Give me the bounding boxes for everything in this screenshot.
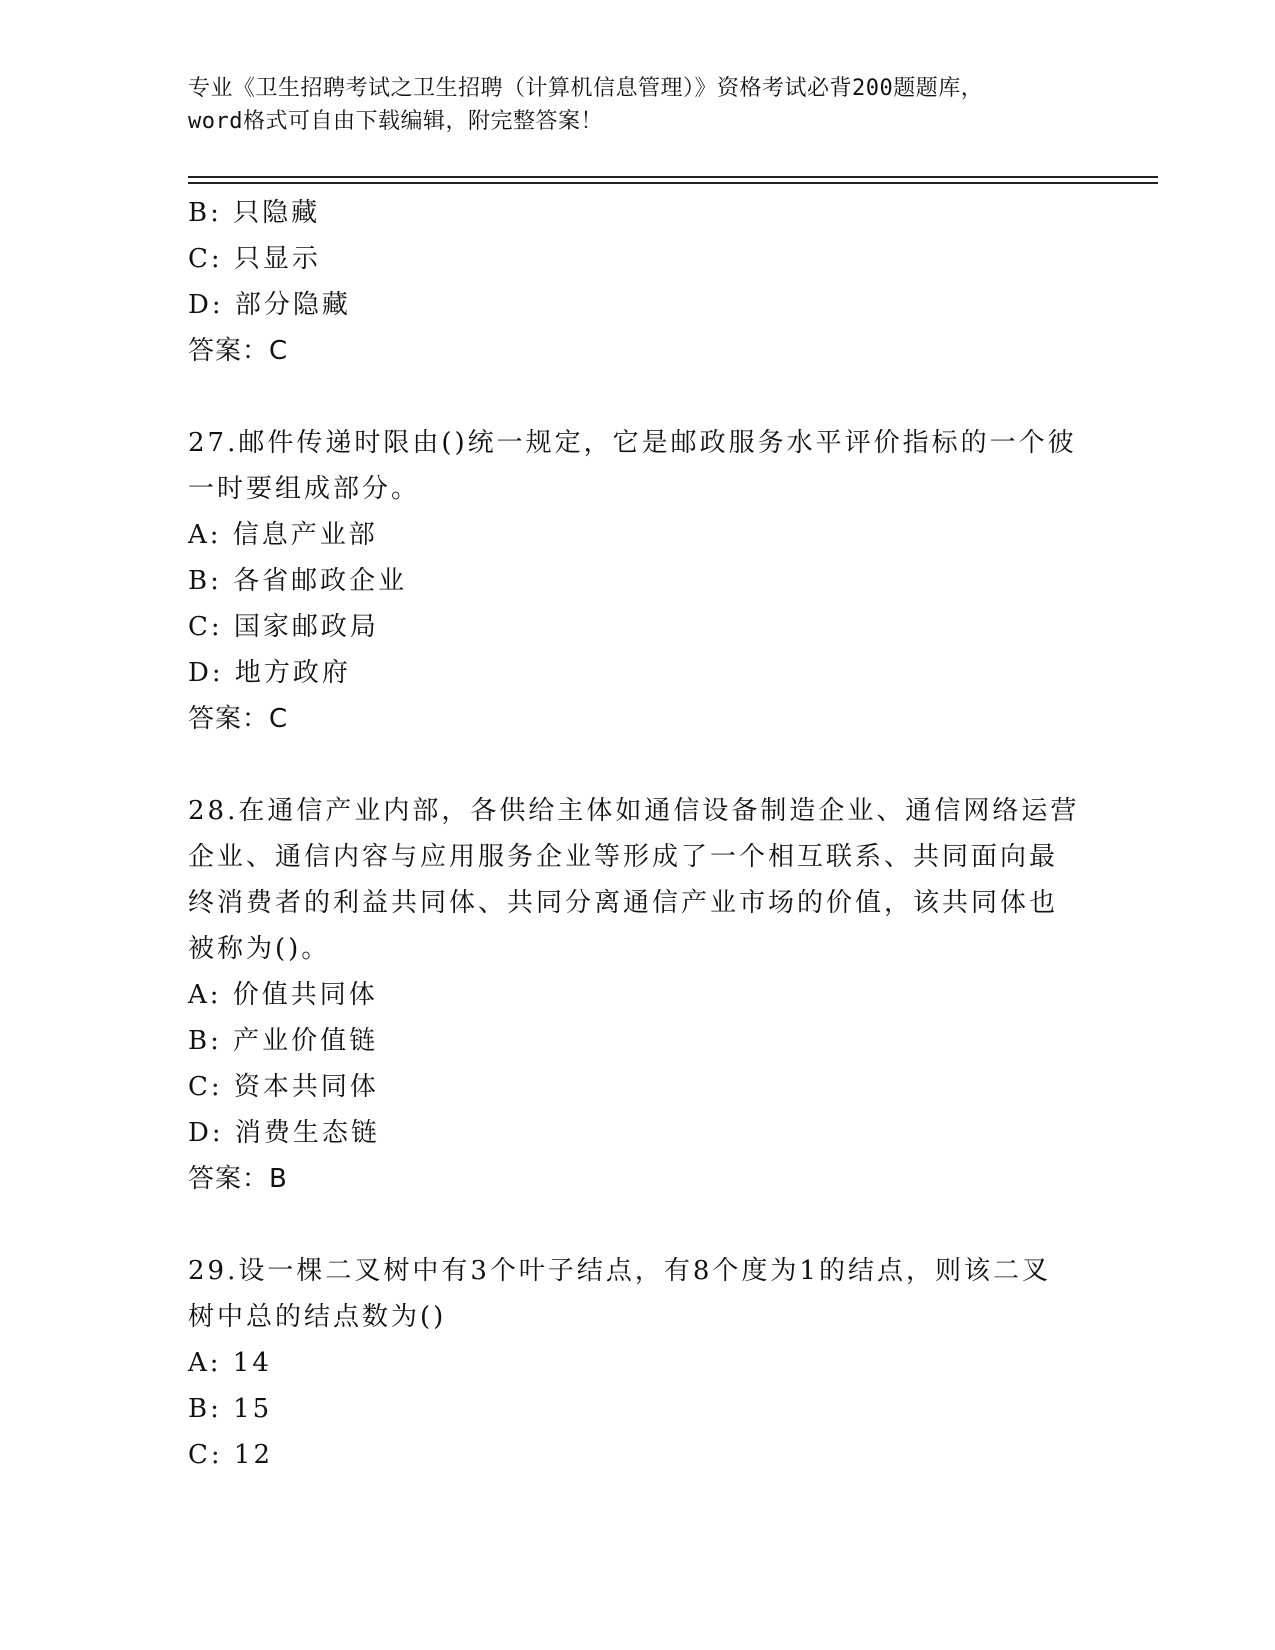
spacer [188, 374, 1088, 420]
question-29 [188, 1248, 1088, 1478]
option-b: B: 只隐藏 [188, 198, 321, 228]
question-text-line: 29.设一棵二叉树中有3个叶子结点，有8个度为1的结点，则该二叉 [188, 1256, 1051, 1286]
header-divider-top [188, 176, 1158, 178]
question-28 [188, 788, 1088, 1202]
answer-line: 答案：C [188, 336, 289, 366]
question-text-line: 被称为()。 [188, 934, 331, 964]
option-a: A: 价值共同体 [188, 980, 378, 1010]
answer-line: 答案：B [188, 1164, 288, 1194]
question-26-continued [188, 190, 1088, 374]
option-b: B: 15 [188, 1394, 273, 1424]
option-c: C: 资本共同体 [188, 1072, 379, 1102]
header-title-line-2: word格式可自由下载编辑，附完整答案！ [188, 109, 603, 134]
option-a: A: 14 [188, 1348, 272, 1378]
option-a: A: 信息产业部 [188, 520, 378, 550]
spacer [188, 742, 1088, 788]
option-d: D: 消费生态链 [188, 1118, 380, 1148]
question-text-line: 企业、通信内容与应用服务企业等形成了一个相互联系、共同面向最 [188, 842, 1059, 872]
header-title-line-1: 专业《卫生招聘考试之卫生招聘（计算机信息管理）》资格考试必背200题题库， [188, 76, 984, 101]
question-text-line: 终消费者的利益共同体、共同分离通信产业市场的价值，该共同体也 [188, 888, 1059, 918]
question-text-line: 28.在通信产业内部，各供给主体如通信设备制造企业、通信网络运营 [188, 796, 1080, 826]
option-b: B: 产业价值链 [188, 1026, 379, 1056]
option-c: C: 国家邮政局 [188, 612, 379, 642]
option-b: B: 各省邮政企业 [188, 566, 408, 596]
spacer [188, 1202, 1088, 1248]
option-d: D: 地方政府 [188, 658, 351, 688]
option-c: C: 只显示 [188, 244, 321, 274]
question-text-line: 树中总的结点数为() [188, 1302, 447, 1332]
question-27 [188, 420, 1088, 742]
question-content [188, 190, 1088, 1478]
question-text-line: 27.邮件传递时限由()统一规定，它是邮政服务水平评价指标的一个彼 [188, 428, 1077, 458]
question-text-line: 一时要组成部分。 [188, 474, 421, 504]
answer-line: 答案：C [188, 704, 289, 734]
header-divider-bottom [188, 182, 1158, 184]
document-header [188, 72, 1088, 138]
option-c: C: 12 [188, 1440, 274, 1470]
option-d: D: 部分隐藏 [188, 290, 351, 320]
